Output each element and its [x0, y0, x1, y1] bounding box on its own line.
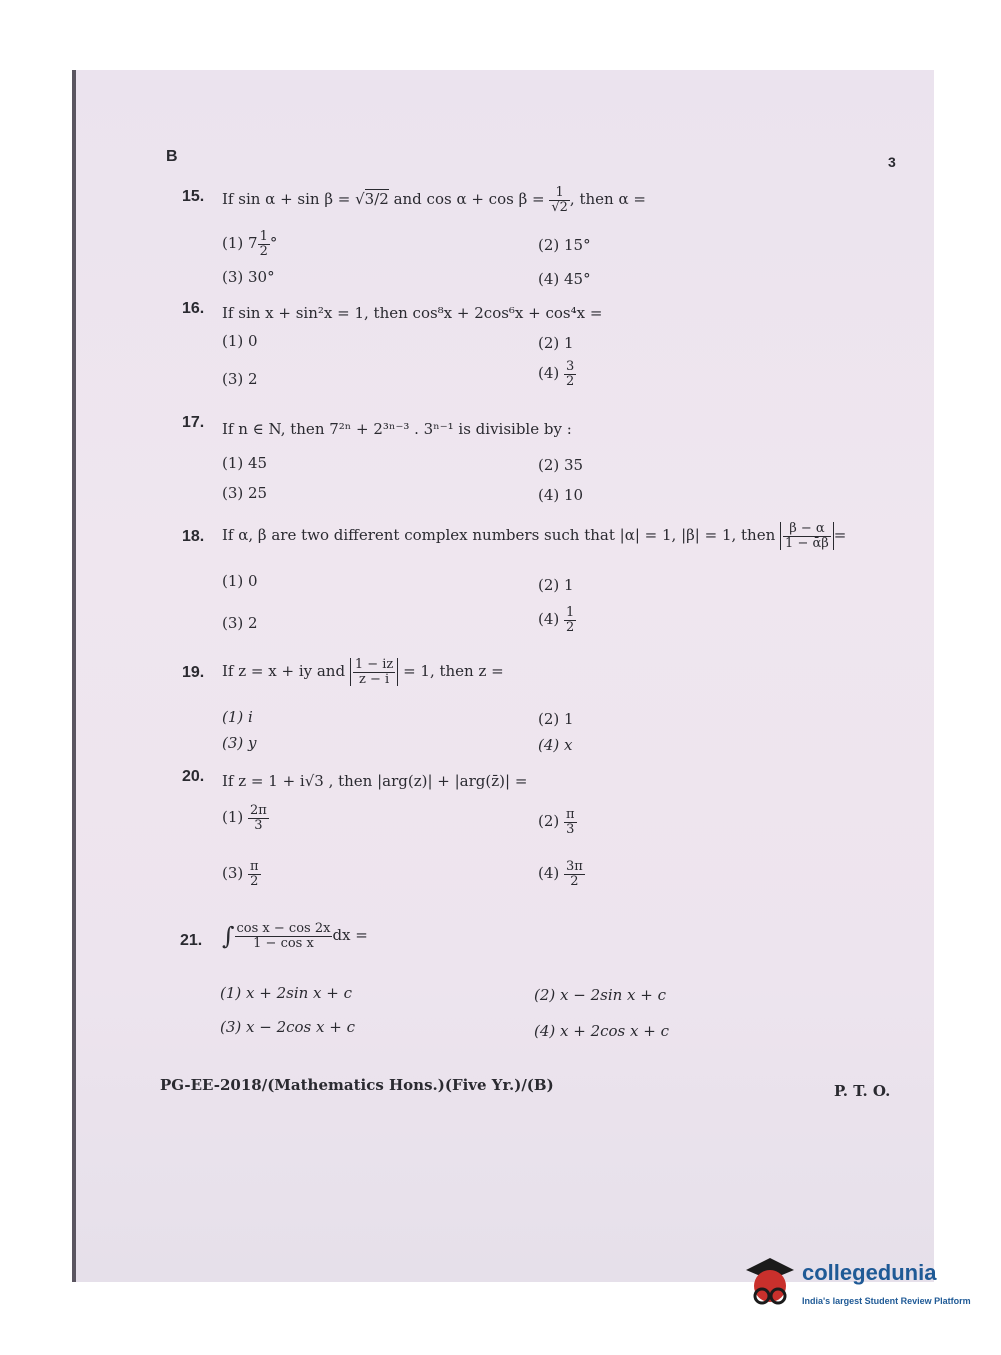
fraction: $\frac{1}{√2}$: [551, 185, 568, 215]
page-number: 3: [888, 154, 896, 170]
option-2: (2) 35: [538, 456, 584, 474]
option-2: (2) 15°: [538, 236, 591, 254]
question-number: 18.: [182, 528, 205, 545]
question-stem: ∫ $\frac{\text{cos x − cos 2x}}{\text{1 − cos x}}$ dx =: [222, 921, 368, 951]
option-1: (1) 0: [222, 572, 258, 590]
option-2: (2) x − 2sin x + c: [534, 986, 667, 1004]
option-1: (1) i: [222, 708, 253, 726]
option-4: (4) 10: [538, 486, 584, 504]
option-1: (1) $\frac{2\pi}{3}$: [222, 803, 267, 833]
question-number: 17.: [182, 414, 205, 431]
option-4: (4) $\frac{3}{2}$: [538, 359, 575, 389]
question-stem: If n ∈ N, then 7²ⁿ + 2³ⁿ⁻³ . 3ⁿ⁻¹ is divisible by :: [222, 420, 572, 438]
option-4: (4) $\frac{3\pi}{2}$: [538, 859, 583, 889]
brand-tagline: India's largest Student Review Platform: [802, 1296, 971, 1306]
option-2: (2) 1: [538, 334, 574, 352]
exam-page: [72, 70, 934, 1282]
question-stem: If sin α + sin β = √3/2 and cos α + cos β = $\frac{1}{√2}$ , then α =: [222, 185, 646, 215]
option-3: (3) x − 2cos x + c: [220, 1018, 355, 1036]
option-1: (1) 45: [222, 454, 268, 472]
question-stem: If z = 1 + i√3 , then |arg(z)| + |arg(z̄)| =: [222, 772, 528, 790]
option-1: (1) 7 $\frac{1}{2}$ °: [222, 229, 278, 259]
question-stem: If sin x + sin²x = 1, then cos⁸x + 2cos⁶x + cos⁴x =: [222, 304, 603, 322]
option-4: (4) 45°: [538, 270, 591, 288]
option-2: (2) 1: [538, 576, 574, 594]
pto-label: P. T. O.: [834, 1082, 891, 1100]
question-number: 15.: [182, 188, 205, 205]
question-number: 16.: [182, 300, 205, 317]
option-3: (3) 25: [222, 484, 268, 502]
series-label: B: [166, 148, 178, 165]
option-4: (4) $\frac{1}{2}$: [538, 605, 575, 635]
option-3: (3) $\frac{\pi}{2}$: [222, 859, 259, 889]
collegedunia-watermark: [740, 1252, 980, 1322]
question-number: 19.: [182, 664, 205, 681]
paper-code: PG-EE-2018/(Mathematics Hons.)(Five Yr.)/(B): [160, 1076, 554, 1094]
question-number: 20.: [182, 768, 205, 785]
option-3: (3) 2: [222, 614, 258, 632]
option-3: (3) 2: [222, 370, 258, 388]
option-4: (4) x: [538, 736, 573, 754]
question-stem: If α, β are two different complex numbers such that |α| = 1, |β| = 1, then $\frac{\beta - \alpha}{\text{1 − ᾱβ}}$ =: [222, 521, 847, 551]
option-3: (3) y: [222, 734, 257, 752]
brand-name: collegedunia: [802, 1260, 937, 1285]
mascot-icon: [740, 1252, 800, 1312]
option-2: (2) $\frac{\pi}{3}$: [538, 807, 575, 837]
question-stem: If z = x + iy and $\frac{1 - iz}{z - i}$ = 1, then z =: [222, 657, 504, 687]
question-number: 21.: [180, 932, 203, 949]
option-3: (3) 30°: [222, 268, 275, 286]
option-1: (1) x + 2sin x + c: [220, 984, 353, 1002]
option-4: (4) x + 2cos x + c: [534, 1022, 669, 1040]
option-1: (1) 0: [222, 332, 258, 350]
option-2: (2) 1: [538, 710, 574, 728]
